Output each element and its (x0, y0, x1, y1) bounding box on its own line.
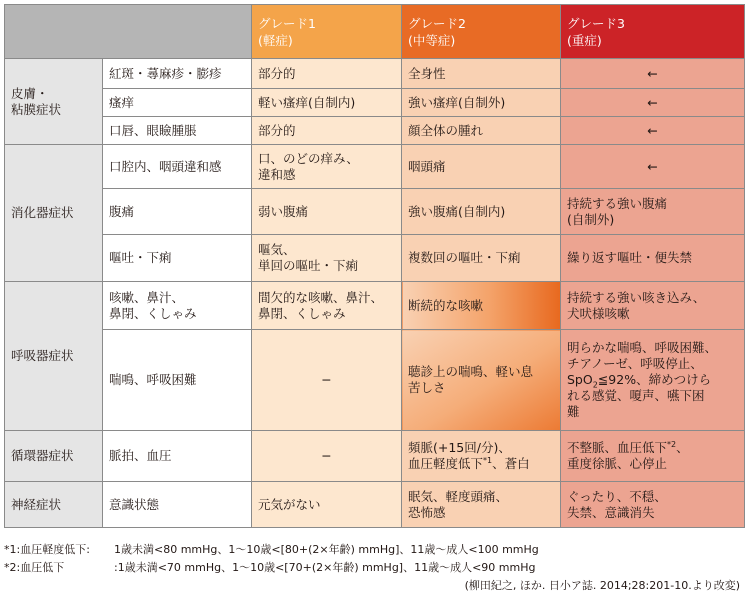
symptom-cell: 腹痛 (103, 189, 252, 235)
grade1-subtitle: (軽症) (258, 32, 293, 48)
symptom-cell: 瘙痒 (103, 89, 252, 117)
grade3-text-a: 不整脈、血圧低下 (567, 440, 668, 455)
grade2-cell: 眠気、軽度頭痛、 恐怖感 (402, 482, 561, 528)
grade1-cell: 部分的 (252, 59, 402, 89)
category-digestive: 消化器症状 (5, 145, 103, 282)
grade1-cell: 弱い腹痛 (252, 189, 402, 235)
grade1-cell: 嘔気、 単回の嘔吐・下痢 (252, 235, 402, 282)
grade2-cell: 強い腹痛(自制内) (402, 189, 561, 235)
table-row (5, 59, 745, 89)
grade2-text-b: 、蒼白 (492, 456, 530, 471)
grade3-cell: 持続する強い咳き込み、 犬吠様咳嗽 (561, 282, 745, 330)
grade3-subscript: 2 (592, 380, 598, 390)
table-row (5, 330, 745, 431)
grade3-cell: 持続する強い腹痛 (自制外) (561, 189, 745, 235)
header-blank-cell (5, 5, 252, 59)
table-row (5, 282, 745, 330)
grade1-header (252, 5, 402, 59)
symptom-cell: 喘鳴、呼吸困難 (103, 330, 252, 431)
table-row (5, 189, 745, 235)
footnote-2 (4, 561, 535, 575)
citation: (柳田紀之, ほか. 日小ア誌. 2014;28:201-10.より改変) (464, 579, 740, 592)
grade2-cell: 断続的な咳嗽 (402, 282, 561, 330)
grade2-cell: 強い瘙痒(自制外) (402, 89, 561, 117)
grade3-text-b: 、 重度徐脈、心停止 (567, 440, 689, 471)
grade1-title: グレード1 (258, 15, 316, 31)
table-row (5, 89, 745, 117)
grade3-cell (561, 431, 745, 482)
grade1-cell: 間欠的な咳嗽、鼻汁、 鼻閉、くしゃみ (252, 282, 402, 330)
category-skin: 皮膚・ 粘膜症状 (5, 59, 103, 145)
grade2-footnote-mark: *1 (483, 455, 493, 465)
grade3-subtitle: (重症) (567, 32, 602, 48)
grade2-cell: 聴診上の喘鳴、軽い息 苦しさ (402, 330, 561, 431)
symptom-cell: 紅斑・蕁麻疹・膨疹 (103, 59, 252, 89)
header-row (5, 5, 745, 59)
table-row (5, 235, 745, 282)
symptom-cell: 意識状態 (103, 482, 252, 528)
grade3-text-b: ≦92%、締めつけら れる感覚、嗄声、嚥下困 難 (567, 372, 712, 419)
grade2-cell: 顔全体の腫れ (402, 117, 561, 145)
footnote-2-text: :1歳未満<70 mmHg、1〜10歳<[70+(2×年齢) mmHg]、11歳〜成人<90 mmHg (114, 561, 536, 574)
grade1-cell: 元気がない (252, 482, 402, 528)
grade1-dash-cell: − (252, 431, 402, 482)
grade3-cell: 繰り返す嘔吐・便失禁 (561, 235, 745, 282)
grade2-text-a: 頻脈(+15回/分)、 血圧軽度低下 (408, 440, 511, 471)
grade2-subtitle: (中等症) (408, 32, 456, 48)
grade3-arrow-cell: ← (561, 145, 745, 189)
table-row (5, 145, 745, 189)
grade3-cell (561, 330, 745, 431)
grade3-footnote-mark: *2 (667, 439, 677, 449)
symptom-cell: 口腔内、咽頭違和感 (103, 145, 252, 189)
grade3-arrow-cell: ← (561, 117, 745, 145)
anaphylaxis-grade-table (4, 4, 745, 528)
grade2-cell: 全身性 (402, 59, 561, 89)
grade3-arrow-cell: ← (561, 59, 745, 89)
grade1-cell: 部分的 (252, 117, 402, 145)
symptom-cell: 口唇、眼瞼腫脹 (103, 117, 252, 145)
grade3-text-a: 明らかな喘鳴、呼吸困難、 チアノーゼ、呼吸停止、 SpO (567, 340, 718, 387)
category-respiratory: 呼吸器症状 (5, 282, 103, 431)
grade3-arrow-cell: ← (561, 89, 745, 117)
table-row (5, 117, 745, 145)
grade2-cell: 複数回の嘔吐・下痢 (402, 235, 561, 282)
grade1-dash-cell: − (252, 330, 402, 431)
symptom-cell: 咳嗽、鼻汁、 鼻閉、くしゃみ (103, 282, 252, 330)
symptom-cell: 脈拍、血圧 (103, 431, 252, 482)
table-row (5, 431, 745, 482)
grade2-title: グレード2 (408, 15, 466, 31)
grade2-cell (402, 431, 561, 482)
grade2-cell: 咽頭痛 (402, 145, 561, 189)
grade3-title: グレード3 (567, 15, 625, 31)
category-neurological: 神経症状 (5, 482, 103, 528)
grade3-cell: ぐったり、不穏、 失禁、意識消失 (561, 482, 745, 528)
footnote-2-label: *2:血圧低下 (4, 561, 65, 574)
footnote-1 (4, 543, 539, 557)
grade1-cell: 口、のどの痒み、 違和感 (252, 145, 402, 189)
grade3-header (561, 5, 745, 59)
footnote-1-text: 1歳未満<80 mmHg、1〜10歳<[80+(2×年齢) mmHg]、11歳〜成人<100 mmHg (114, 543, 539, 556)
footnote-1-label: *1:血圧軽度低下: (4, 543, 90, 556)
grade2-header (402, 5, 561, 59)
category-circulatory: 循環器症状 (5, 431, 103, 482)
symptom-cell: 嘔吐・下痢 (103, 235, 252, 282)
table-row (5, 482, 745, 528)
grade1-cell: 軽い瘙痒(自制内) (252, 89, 402, 117)
